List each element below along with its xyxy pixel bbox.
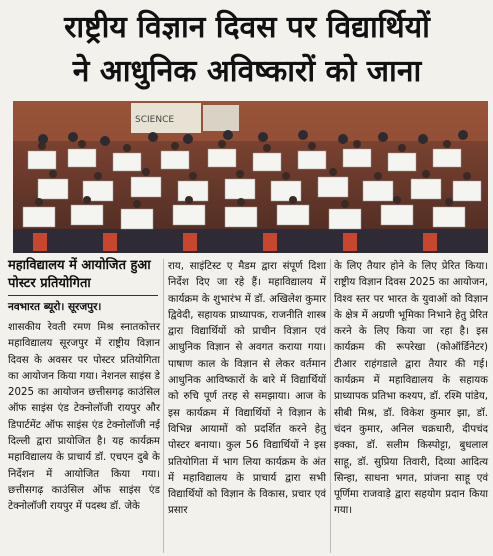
group-photo-illustration [13,101,488,253]
article-byline: नवभारत ब्यूरो। सूरजपुर। [8,301,102,313]
subhead-rule [8,295,158,296]
article-column-3: के लिए तैयार होने के लिए प्रेरित किया। राष्ट्रीय विज्ञान दिवस 2025 का आयोजन, विश्व स्तर पर भारत के युवाओं को विज्ञान के क्षेत्र में अग्रणी भूमिका निभाने हेतु प्रेरित करने के लिए किया जा रहा है। इस कार्यक्रम की रूपरेखा (कोऑर्डिनेटर) टीआर राहंगडाले द्वारा तैयार की गई। कार्यक्रम में महाविद्यालय के सहायक प्राध्यापक प्रतिभा कश्यप, डॉ. रश्मि पांडेय, सीबी मिश्र, डॉ. विकेश कुमार झा, डॉ. चंदन कुमार, अनिल चक्रधारी, दीपचंद इक्का, डॉ. सलीम किस्पोट्टा, बुधलाल साहू, डॉ. सुप्रिया तिवारी, दिव्या आदित्य सिन्हा, साधना भगत, प्रांजना साहू एवं पूर्णिमा राजवाड़े द्वारा सहयोग प्रदान किया गया। [334,261,488,517]
group-photo [13,101,488,253]
column-divider [330,259,331,553]
headline-line-2: ने आधुनिक अविष्कारों को जाना [72,54,422,89]
headline-line-1: राष्ट्रीय विज्ञान दिवस पर विद्यार्थियों [64,10,430,45]
article-column-1: शासकीय रेवती रमण मिश्र स्नातकोत्तर महाविद्यालय सूरजपुर में राष्ट्रीय विज्ञान दिवस के अवसर पर पोस्टर प्रतियोगिता का आयोजन किया गया। नेशनल साइंस डे 2025 का आयोजन छत्तीसगढ़ काउंसिल ऑफ साइंस एंड टेक्नोलॉजी रायपुर और डिपार्टमेंट ऑफ साइंस एंड टेक्नोलॉजी नई दिल्ली द्वारा प्रायोजित है। यह कार्यक्रम महाविद्यालय के प्राचार्य डॉ. एचएन दुबे के निर्देशन में आयोजित किया गया। छत्तीसगढ़ काउंसिल ऑफ साइंस एंड टेक्नोलॉजी रायपुर में पदस्थ डॉ. जेके [8,322,160,513]
banner-text: SCIENCE [135,115,175,125]
headline [6,6,488,94]
article-column-2: राय, साइंटिस्ट ए मैडम द्वारा संपूर्ण दिशा निर्देश दिए जा रहे हैं। महाविद्यालय में कार्यक्रम के शुभारंभ में डॉ. अखिलेश कुमार द्विवेदी, सहायक प्राध्यापक, राजनीति शास्त्र द्वारा विद्यार्थियों को प्राचीन विज्ञान एवं आधुनिक विज्ञान से अवगत कराया गया। पाषाण काल के विज्ञान से लेकर वर्तमान आधुनिक आविष्कारों के बारे में विद्यार्थियों को रुचि पूर्ण तरह से समझाया। आज के इस कार्यक्रम में विद्यार्थियों ने विज्ञान के विभिन्न आयामों को प्रदर्शित करने हेतु पोस्टर बनाया। कुल 56 विद्यार्थियों ने इस प्रतियोगिता में भाग लिया कार्यक्रम के अंत में महाविद्यालय के प्राचार्य द्वारा सभी विद्यार्थियों को विज्ञान के विकास, प्रचार एवं प्रसार [168,261,326,517]
article-subhead: महाविद्यालय में आयोजित हुआ पोस्टर प्रतियोगिता [8,258,151,291]
column-divider [163,259,164,553]
